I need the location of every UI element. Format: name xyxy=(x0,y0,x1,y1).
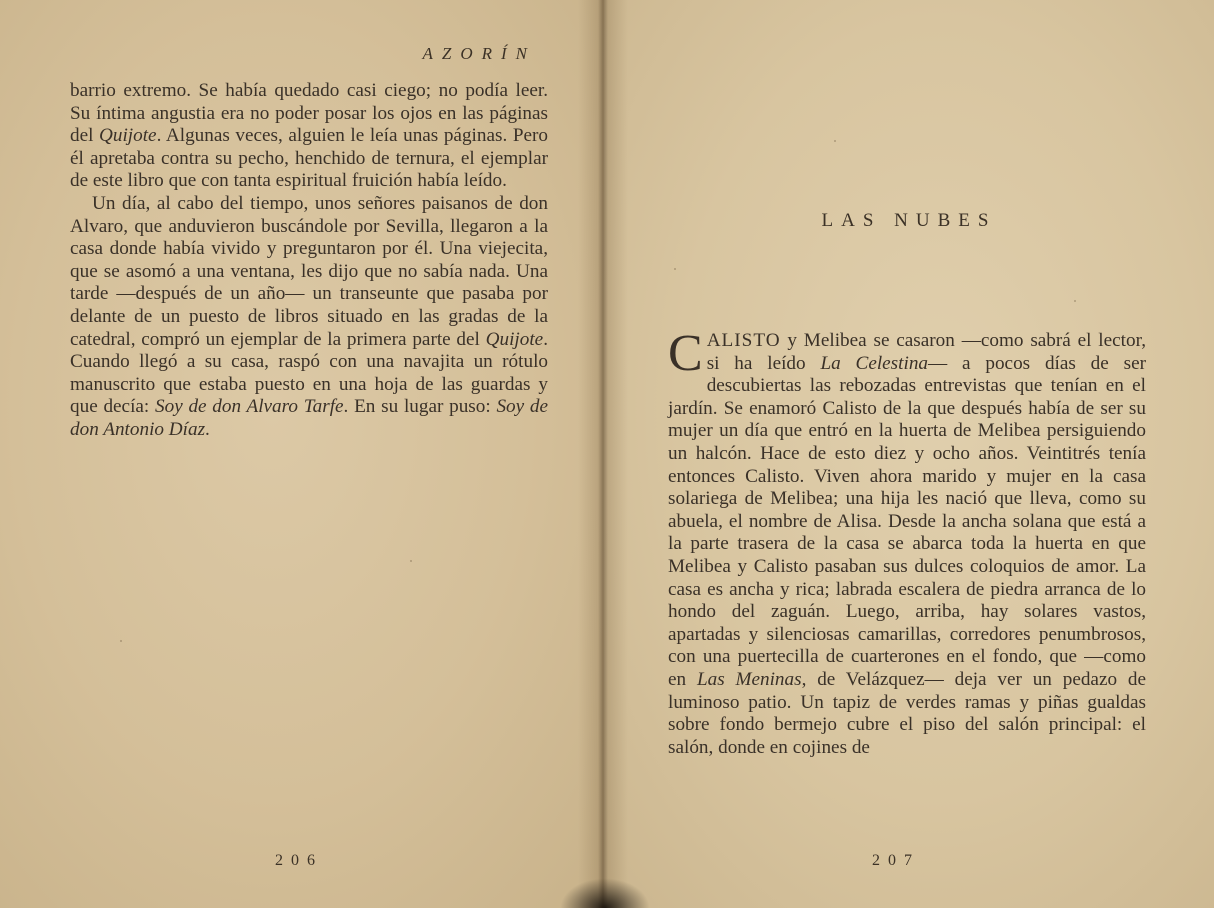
text-run: . Algunas veces, alguien le leía unas páginas. Pero él apretaba contra su pecho, henchido de ternura, el ejemplar de este libro que con tanta espiritual fruición había leído. xyxy=(70,125,548,192)
paper-speck xyxy=(834,140,836,142)
text-run: . xyxy=(205,418,210,440)
italic-title: Quijote xyxy=(485,328,544,350)
text-run: barrio extremo. Se había quedado casi ciego; no podía leer. Su íntima angustia era no poder posar los ojos en las páginas del xyxy=(70,80,548,147)
italic-phrase: Soy de don Alvaro Tarfe xyxy=(155,396,344,418)
paper-speck xyxy=(410,560,412,562)
text-run: . En su lugar puso: xyxy=(343,396,497,418)
right-page-text xyxy=(668,325,1146,759)
paragraph xyxy=(70,193,548,442)
text-run: . Cuando llegó a su casa, raspó con una navajita un rótulo manuscrito que estaba puesto en una hoja de las guardas y que decía: xyxy=(70,328,548,418)
spine-shadow xyxy=(560,878,650,908)
left-page-text xyxy=(70,80,548,442)
italic-title: Las Meninas xyxy=(696,668,802,690)
drop-cap: C xyxy=(668,325,703,382)
text-run: , de Velázquez— deja ver un pedazo de luminoso patio. Un tapiz de verdes ramas y piñas gualdas sobre fondo bermejo cubre el piso del salón principal: el salón, donde en cojines de xyxy=(668,668,1146,758)
paragraph xyxy=(70,80,548,193)
chapter-title: LAS NUBES xyxy=(821,210,997,231)
page-number: 206 xyxy=(275,852,323,869)
italic-title: Quijote xyxy=(99,125,157,147)
running-head: AZORÍN xyxy=(422,44,536,63)
lead-word: ALISTO xyxy=(706,330,781,351)
text-run: — a pocos días de ser descubiertas las rebozadas entrevistas que tenían en el jardín. Se enamoró Calisto de la que después había de ser su mujer un día que entró en la huerta de Melibea persiguiendo un halcón. Hace de esto diez y ocho años. Veintitrés tenía entonces Calisto. Viven ahora marido y mujer en la casa solariega de Melibea; una hija les nació que lleva, como su abuela, el nombre de Alisa. Desde la ancha solana que está a la parte trasera de la casa se abarca toda la huerta en que Melibea y Calisto pasaban sus dulces coloquios de amor. La casa es ancha y rica; labrada escalera de piedra arranca de lo hondo del zaguán. Luego, arriba, hay solares vastos, apartadas y silenciosas camarillas, corredores penumbrosos, con una puertecilla de cuarterones en el fondo, que —como en xyxy=(668,352,1146,690)
text-run: y Melibea se casaron —como sabrá el lector, si ha leído xyxy=(706,330,1146,374)
italic-phrase: Soy de don Antonio Díaz xyxy=(70,396,548,440)
text-run: Un día, al cabo del tiempo, unos señores paisanos de don Alvaro, que anduvieron buscándole por Sevilla, llegaron a la casa donde había vivido y preguntaron por él. Una viejecita, que se asomó a una ventana, les dijo que no sabía nada. Una tarde —después de un año— un transeunte que pasaba por delante de un puesto de libros situado en las gradas de la catedral, compró un ejemplar de la primera parte del xyxy=(70,192,548,350)
paragraph xyxy=(668,325,1146,759)
italic-title: La Celestina xyxy=(820,352,929,374)
page-number: 207 xyxy=(872,852,920,869)
paper-speck xyxy=(1074,300,1076,302)
right-page xyxy=(604,0,1214,908)
left-page xyxy=(0,0,604,908)
paper-speck xyxy=(120,640,122,642)
paper-speck xyxy=(674,268,676,270)
